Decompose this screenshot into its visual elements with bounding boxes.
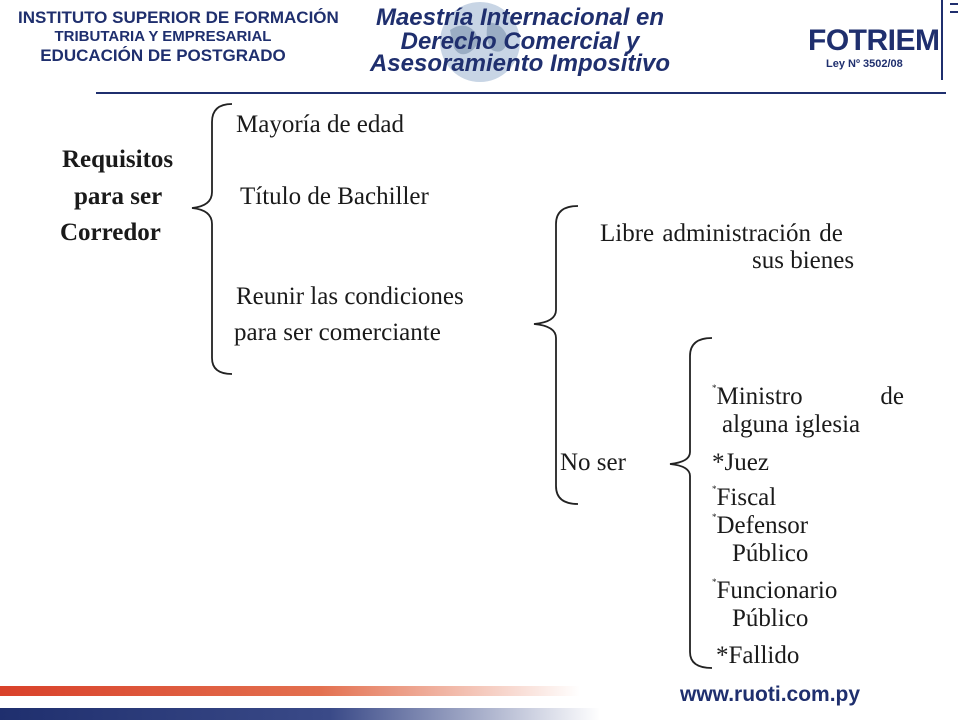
program-title-line1: Maestría Internacional en xyxy=(375,4,665,31)
institute-name-line3: EDUCACIÓN DE POSTGRADO xyxy=(40,46,286,65)
institute-name-line1: INSTITUTO SUPERIOR DE FORMACIÓN xyxy=(18,8,339,27)
item-defender-line2: Público xyxy=(732,540,809,567)
condition-not-be: No ser xyxy=(560,449,626,476)
item-fiscal: *Fiscal xyxy=(712,484,777,511)
program-title-line3: Asesoramiento Impositivo xyxy=(369,50,671,77)
root-label-line3: Corredor xyxy=(60,219,161,246)
bullet-mark: * xyxy=(712,383,717,393)
root-label-line2: para ser xyxy=(74,183,163,210)
footer-red-bar xyxy=(0,686,580,696)
footer-url: www.ruoti.com.py xyxy=(680,683,861,706)
law-number: Ley Nº 3502/08 xyxy=(826,58,903,70)
requirement-degree: Título de Bachiller xyxy=(240,183,429,210)
item-minister-text: Ministro xyxy=(716,383,803,410)
item-judge: *Juez xyxy=(712,449,769,476)
condition-free-admin-line2: sus bienes xyxy=(752,247,855,274)
requirement-merchant-line2: para ser comerciante xyxy=(234,319,441,346)
item-minister-line1 xyxy=(712,383,904,411)
item-official-line2: Público xyxy=(732,605,809,632)
requirement-age: Mayoría de edad xyxy=(236,111,404,138)
program-title-line2: Derecho Comercial y xyxy=(400,28,640,55)
root-bracket xyxy=(192,104,232,374)
condition-free-admin-line1: Libre administración de xyxy=(600,220,843,247)
bullet-mark: * xyxy=(712,484,717,494)
bullet-mark: * xyxy=(712,512,717,522)
requirement-merchant-line1: Reunir las condiciones xyxy=(236,283,464,310)
item-official-line1: *Funcionario xyxy=(712,577,838,604)
item-bankrupt: *Fallido xyxy=(716,642,800,669)
root-label-line1: Requisitos xyxy=(62,146,174,173)
institute-name-line2: TRIBUTARIA Y EMPRESARIAL xyxy=(54,28,272,45)
footer-blue-bar xyxy=(0,708,600,720)
item-defender-line1: *Defensor xyxy=(712,512,809,539)
bullet-mark: * xyxy=(712,577,717,587)
item-minister-line2: alguna iglesia xyxy=(722,411,861,438)
item-minister-de: de xyxy=(880,383,904,410)
prohibition-bracket xyxy=(670,338,712,668)
fotriem-logo-text: FOTRIEM xyxy=(808,24,940,57)
